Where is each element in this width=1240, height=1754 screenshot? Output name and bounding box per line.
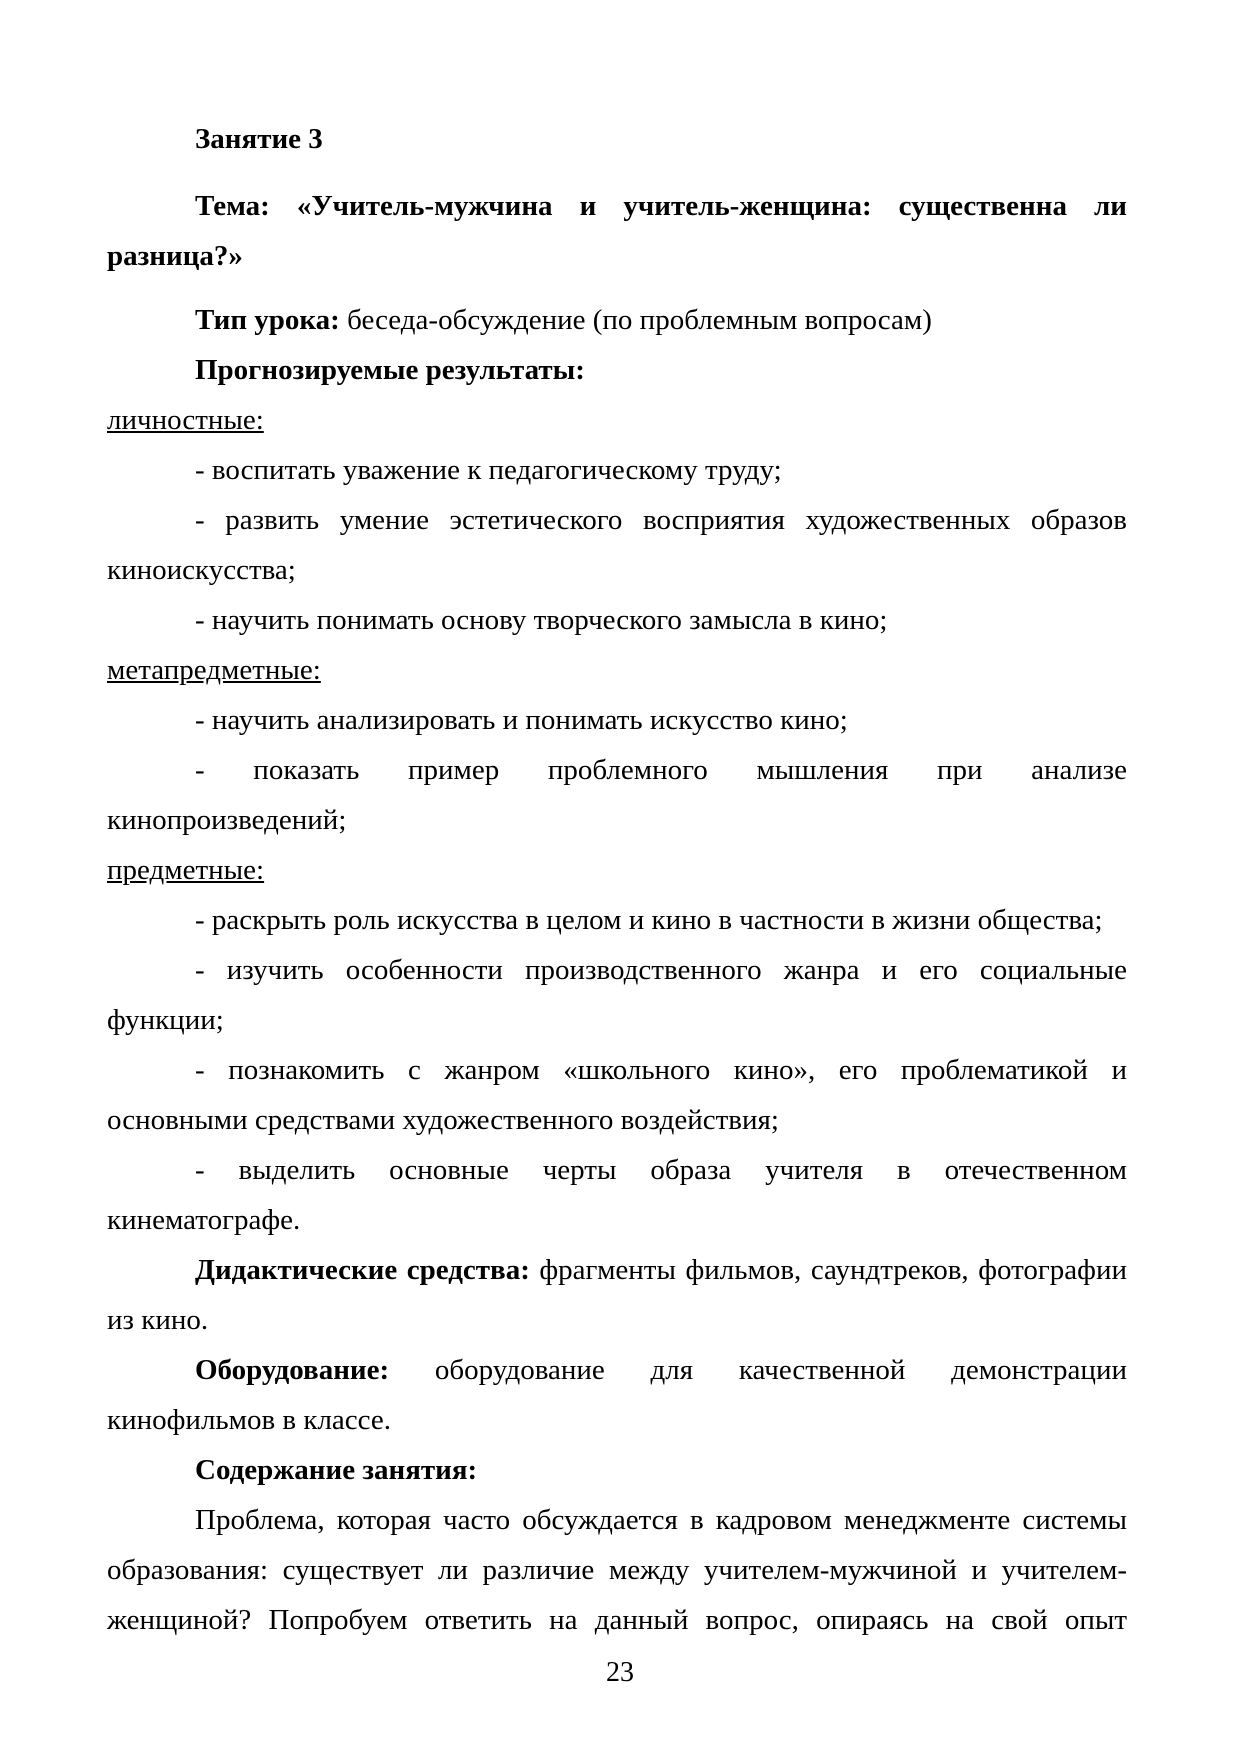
- text-run: - изучить особенности производственного жанра и его социальные: [195, 954, 1127, 986]
- text-line: [107, 545, 1127, 595]
- bold-text-run: разница?»: [107, 240, 243, 272]
- bold-text-run: Дидактические средства:: [195, 1254, 540, 1286]
- text-run: - научить понимать основу творческого замысла в кино;: [195, 604, 888, 636]
- text-run: функции;: [107, 1004, 224, 1036]
- text-run: оборудование для качественной демонстрации: [434, 1354, 1127, 1386]
- text-line: [107, 695, 1127, 745]
- text-run: Проблема, которая часто обсуждается в кадровом менеджменте системы: [195, 1504, 1127, 1536]
- text-line: [107, 645, 1127, 695]
- text-line: [107, 1495, 1127, 1545]
- text-line: [107, 395, 1127, 445]
- text-run: кинофильмов в классе.: [107, 1404, 392, 1436]
- text-line: [107, 1545, 1127, 1595]
- text-line: [107, 1095, 1127, 1145]
- text-line: [107, 295, 1127, 345]
- text-run: киноискусства;: [107, 554, 296, 586]
- underlined-text-run: личностные:: [107, 404, 264, 436]
- text-run: - выделить основные черты образа учителя в отечественном: [195, 1154, 1127, 1186]
- bold-text-run: Занятие 3: [195, 123, 323, 155]
- text-run: - показать пример проблемного мышления при анализе: [195, 754, 1127, 786]
- text-run: - познакомить с жанром «школьного кино», его проблематикой и: [195, 1054, 1127, 1086]
- text-run: основными средствами художественного воздействия;: [107, 1104, 779, 1136]
- bold-text-run: Прогнозируемые результаты:: [195, 354, 585, 386]
- text-line: [107, 795, 1127, 845]
- text-line: [107, 995, 1127, 1045]
- text-line: [107, 1295, 1127, 1345]
- text-line: [107, 745, 1127, 795]
- text-run: беседа-обсуждение (по проблемным вопросам): [347, 304, 932, 336]
- text-run: кинопроизведений;: [107, 804, 347, 836]
- text-line: [107, 495, 1127, 545]
- document-body: [107, 114, 1127, 1645]
- text-line: [107, 1145, 1127, 1195]
- underlined-text-run: метапредметные:: [107, 654, 321, 686]
- bold-text-run: Тема: «Учитель-мужчина и учитель-женщина: существенна ли: [195, 190, 1127, 222]
- text-line: [107, 1395, 1127, 1445]
- text-line: [107, 181, 1127, 231]
- text-line: [107, 445, 1127, 495]
- text-line: [107, 345, 1127, 395]
- text-line: [107, 1245, 1127, 1295]
- text-run: кинематографе.: [107, 1204, 301, 1236]
- text-run: - воспитать уважение к педагогическому труду;: [195, 454, 782, 486]
- text-run: - развить умение эстетического восприятия художественных образов: [195, 504, 1127, 536]
- text-run: из кино.: [107, 1304, 209, 1336]
- page-number: 23: [606, 1657, 634, 1688]
- bold-text-run: Оборудование:: [195, 1354, 435, 1386]
- text-line: [107, 1195, 1127, 1245]
- bold-text-run: Содержание занятия:: [195, 1454, 478, 1486]
- text-run: женщиной? Попробуем ответить на данный вопрос, опираясь на свой опыт: [107, 1604, 1127, 1636]
- text-run: образования: существует ли различие между учителем-мужчиной и учителем-: [107, 1554, 1127, 1586]
- text-line: [107, 1445, 1127, 1495]
- text-line: [107, 1345, 1127, 1395]
- text-line: [107, 845, 1127, 895]
- text-line: [107, 231, 1127, 281]
- text-line: [107, 595, 1127, 645]
- text-line: [107, 1045, 1127, 1095]
- text-line: [107, 1595, 1127, 1645]
- underlined-text-run: предметные:: [107, 854, 265, 886]
- text-line: [107, 114, 1127, 164]
- text-line: [107, 945, 1127, 995]
- text-run: - раскрыть роль искусства в целом и кино в частности в жизни общества;: [195, 904, 1103, 936]
- text-line: [107, 895, 1127, 945]
- text-run: - научить анализировать и понимать искусство кино;: [195, 704, 848, 736]
- bold-text-run: Тип урока:: [195, 304, 348, 336]
- text-run: фрагменты фильмов, саундтреков, фотографии: [539, 1254, 1127, 1286]
